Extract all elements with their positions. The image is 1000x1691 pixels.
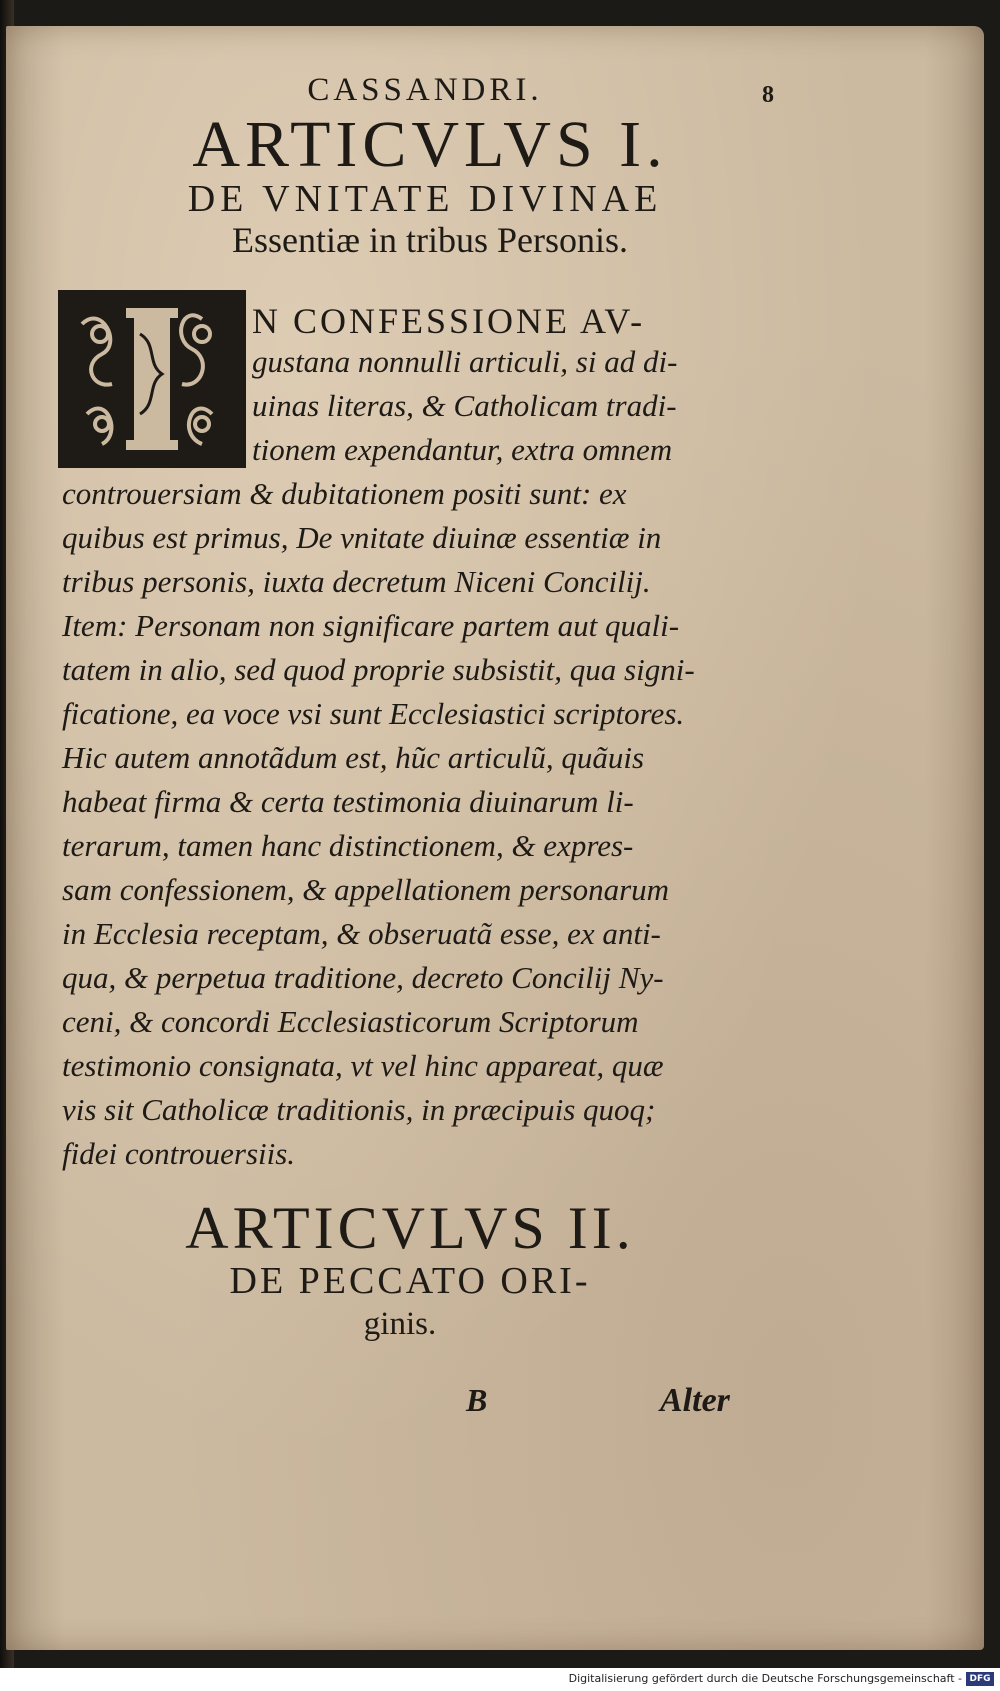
article-2-subheading: DE PECCATO ORI-: [229, 1260, 591, 1302]
body-line: uinas literas, & Catholicam tradi-: [252, 388, 677, 423]
body-line: tribus personis, iuxta decretum Niceni Concilij.: [62, 564, 651, 599]
body-line: qua, & perpetua traditione, decreto Concilij Ny-: [62, 960, 664, 995]
funding-credit: Digitalisierung gefördert durch die Deutsche Forschungsgemeinschaft -: [568, 1672, 962, 1685]
running-head: CASSANDRI.: [307, 72, 543, 108]
body-line: quibus est primus, De vnitate diuinæ essentiæ in: [62, 520, 662, 555]
dfg-logo-icon: DFG: [966, 1672, 994, 1686]
body-line: tionem expendantur, extra omnem: [252, 432, 673, 467]
catchword: Alter: [660, 1382, 730, 1419]
body-line: ficatione, ea voce vsi sunt Ecclesiastici scriptores.: [62, 696, 685, 731]
body-line: terarum, tamen hanc distinctionem, & expres-: [62, 828, 634, 863]
body-line: sam confessionem, & appellationem personarum: [62, 872, 670, 907]
body-line: testimonio consignata, vt vel hinc appareat, quæ: [62, 1048, 664, 1083]
body-line: gustana nonnulli articuli, si ad di-: [252, 344, 678, 379]
article-1-heading: ARTICVLVS I.: [192, 108, 668, 181]
signature-mark: B: [466, 1382, 488, 1418]
article-1-subheading-continued: Essentiæ in tribus Personis.: [231, 220, 629, 260]
body-line: ceni, & concordi Ecclesiasticorum Scriptorum: [62, 1004, 639, 1039]
body-line: Item: Personam non significare partem aut quali-: [62, 608, 680, 643]
body-line: controuersiam & dubitationem positi sunt: ex: [62, 476, 627, 511]
article-2-subheading-continued: ginis.: [363, 1306, 437, 1342]
body-line: habeat firma & certa testimonia diuinarum li-: [62, 784, 634, 819]
body-line: Hic autem annotãdum est, hũc articulũ, quãuis: [62, 740, 645, 775]
body-first-line: N CONFESSIONE AV-: [252, 301, 646, 341]
ornamental-initial-graphic: [62, 294, 242, 464]
folio-number: 8: [762, 82, 774, 108]
article-1-subheading: DE VNITATE DIVINAE: [187, 178, 663, 220]
body-line: fidei controuersiis.: [62, 1136, 296, 1171]
body-line: vis sit Catholicæ traditionis, in præcipuis quoq;: [62, 1092, 656, 1127]
ornamental-initial-i: [58, 290, 246, 468]
body-line: in Ecclesia receptam, & obseruatã esse, ex anti-: [62, 916, 661, 951]
body-line: tatem in alio, sed quod proprie subsistit, qua signi-: [62, 652, 695, 687]
article-2-heading: ARTICVLVS II.: [185, 1195, 635, 1261]
